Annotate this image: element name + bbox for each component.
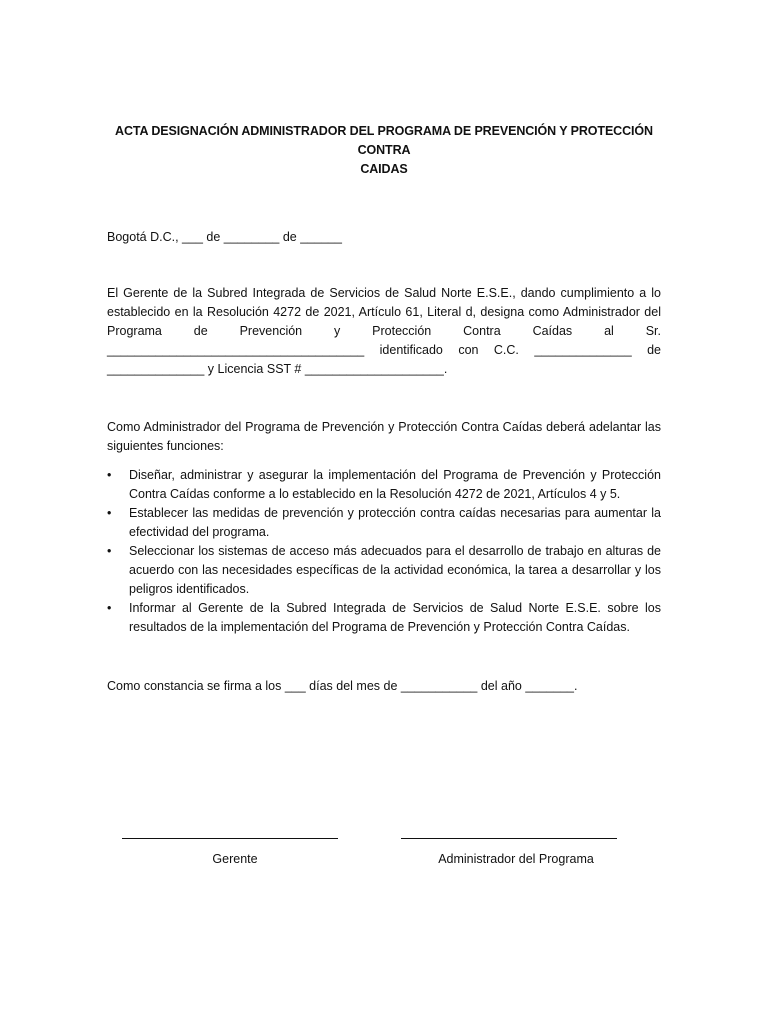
intro-line: establecido en la Resolución 4272 de 2021, Artículo 61, Literal d, designa como Administrador del: [107, 305, 661, 319]
closing-statement: Como constancia se firma a los ___ días del mes de ___________ del año _______.: [107, 679, 578, 693]
intro-line: Programa de Prevención y Protección Contra Caídas al Sr.: [107, 324, 661, 338]
title-line-1: ACTA DESIGNACIÓN ADMINISTRADOR DEL PROGRAMA DE PREVENCIÓN Y PROTECCIÓN CONTRA: [115, 124, 653, 157]
list-item-text: Establecer las medidas de prevención y protección contra caídas necesarias para aumentar la efectividad del programa.: [129, 506, 661, 539]
date-line: Bogotá D.C., ___ de ________ de ______: [107, 230, 342, 244]
intro-line: El Gerente de la Subred Integrada de Servicios de Salud Norte E.S.E., dando cumplimiento a lo: [107, 286, 661, 300]
bullet-icon: •: [107, 601, 112, 615]
signature-line-administrador: [401, 838, 617, 839]
title-line-2: CAIDAS: [360, 162, 408, 176]
bullet-icon: •: [107, 506, 112, 520]
list-item: [107, 542, 661, 599]
intro-line: _____________________________________ identificado con C.C. ______________ de: [107, 343, 661, 357]
list-item: [107, 504, 661, 542]
functions-list: [107, 466, 661, 637]
list-item: [107, 599, 661, 637]
bullet-icon: •: [107, 544, 112, 558]
bullet-icon: •: [107, 468, 112, 482]
signature-label-administrador: Administrador del Programa: [438, 852, 594, 866]
list-item: [107, 466, 661, 504]
intro-line: ______________ y Licencia SST # ____________________.: [107, 362, 448, 376]
intro-paragraph: [107, 284, 661, 379]
document-title: [100, 122, 668, 179]
list-item-text: Informar al Gerente de la Subred Integrada de Servicios de Salud Norte E.S.E. sobre los resultados de la implementación del Programa de Prevención y Protección Contra Caídas.: [129, 601, 661, 634]
signature-label-gerente: Gerente: [212, 852, 258, 866]
list-item-text: Seleccionar los sistemas de acceso más adecuados para el desarrollo de trabajo en alturas de acuerdo con las necesidades específicas de la actividad económica, la tarea a desarrollar y los peligros identificados.: [129, 544, 661, 596]
list-item-text: Diseñar, administrar y asegurar la implementación del Programa de Prevención y Protección Contra Caídas conforme a lo establecido en la Resolución 4272 de 2021, Artículos 4 y 5.: [129, 468, 661, 501]
functions-lead: Como Administrador del Programa de Prevención y Protección Contra Caídas deberá adelantar las siguientes funciones:: [107, 420, 661, 453]
signature-line-gerente: [122, 838, 338, 839]
